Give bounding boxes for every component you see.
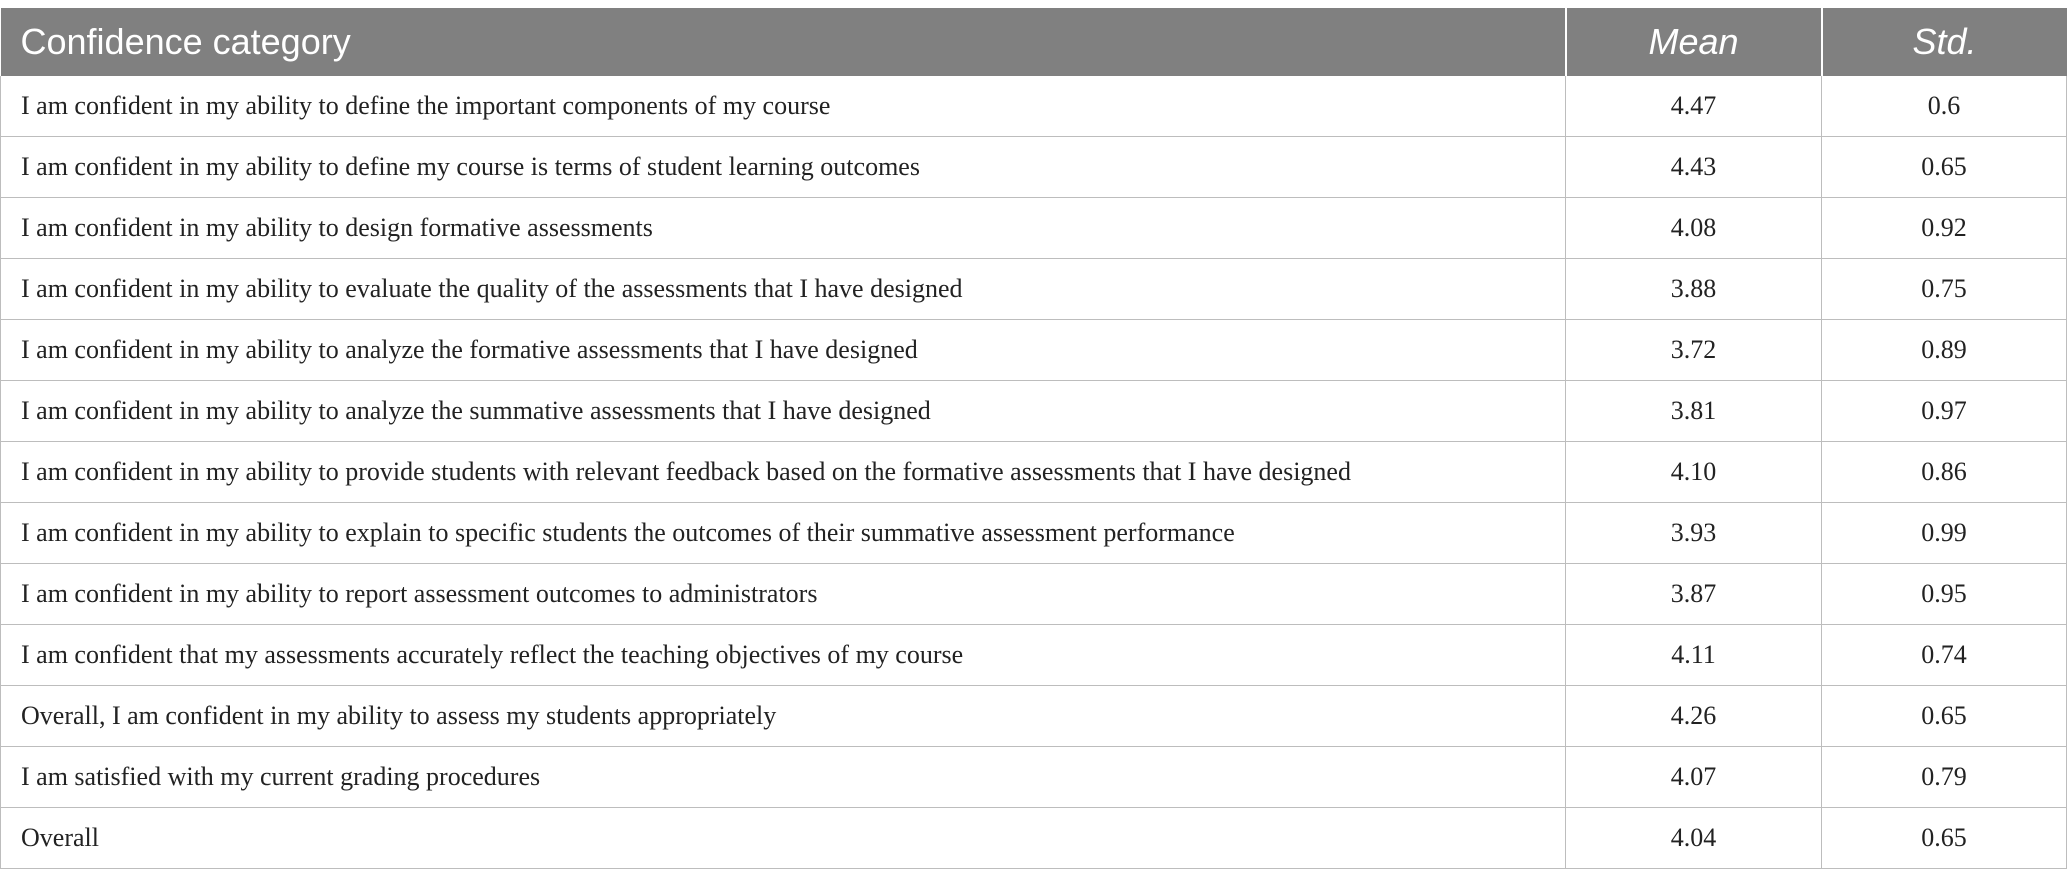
row-mean: 3.72 — [1566, 320, 1822, 381]
header-confidence-category: Confidence category — [1, 8, 1566, 76]
row-label: I am confident in my ability to define the important components of my course — [1, 76, 1566, 137]
table-row — [1, 625, 2067, 686]
table-row — [1, 320, 2067, 381]
row-std: 0.65 — [1822, 137, 2067, 198]
row-std: 0.65 — [1822, 686, 2067, 747]
row-std: 0.92 — [1822, 198, 2067, 259]
table-row — [1, 747, 2067, 808]
row-mean: 4.10 — [1566, 442, 1822, 503]
header-mean: Mean — [1566, 8, 1822, 76]
row-label: I am confident in my ability to evaluate the quality of the assessments that I have designed — [1, 259, 1566, 320]
row-label: I am confident in my ability to design formative assessments — [1, 198, 1566, 259]
row-std: 0.65 — [1822, 808, 2067, 869]
table-row — [1, 564, 2067, 625]
row-label: I am confident in my ability to provide students with relevant feedback based on the formative assessments that I have designed — [1, 442, 1566, 503]
row-std: 0.99 — [1822, 503, 2067, 564]
row-mean: 4.11 — [1566, 625, 1822, 686]
row-std: 0.89 — [1822, 320, 2067, 381]
row-mean: 3.81 — [1566, 381, 1822, 442]
row-mean: 4.26 — [1566, 686, 1822, 747]
row-label: I am confident that my assessments accurately reflect the teaching objectives of my course — [1, 625, 1566, 686]
confidence-table-container — [0, 8, 2066, 869]
table-row — [1, 686, 2067, 747]
row-std: 0.74 — [1822, 625, 2067, 686]
row-mean: 3.87 — [1566, 564, 1822, 625]
table-row-overall — [1, 808, 2067, 869]
table-row — [1, 76, 2067, 137]
table-header — [1, 8, 2067, 76]
row-label: I am confident in my ability to explain to specific students the outcomes of their summative assessment performance — [1, 503, 1566, 564]
row-mean: 4.47 — [1566, 76, 1822, 137]
row-mean: 4.07 — [1566, 747, 1822, 808]
row-label: I am satisfied with my current grading procedures — [1, 747, 1566, 808]
row-label: Overall — [1, 808, 1566, 869]
row-mean: 3.93 — [1566, 503, 1822, 564]
row-std: 0.95 — [1822, 564, 2067, 625]
row-label: I am confident in my ability to analyze the summative assessments that I have designed — [1, 381, 1566, 442]
table-row — [1, 259, 2067, 320]
row-mean: 4.43 — [1566, 137, 1822, 198]
row-std: 0.86 — [1822, 442, 2067, 503]
row-mean: 4.08 — [1566, 198, 1822, 259]
row-mean: 3.88 — [1566, 259, 1822, 320]
table-body — [1, 76, 2067, 869]
row-mean: 4.04 — [1566, 808, 1822, 869]
row-label: I am confident in my ability to define my course is terms of student learning outcomes — [1, 137, 1566, 198]
row-std: 0.97 — [1822, 381, 2067, 442]
table-row — [1, 381, 2067, 442]
row-label: Overall, I am confident in my ability to assess my students appropriately — [1, 686, 1566, 747]
table-row — [1, 503, 2067, 564]
table-row — [1, 198, 2067, 259]
row-std: 0.79 — [1822, 747, 2067, 808]
confidence-table — [0, 8, 2067, 869]
row-std: 0.6 — [1822, 76, 2067, 137]
table-row — [1, 137, 2067, 198]
row-label: I am confident in my ability to analyze the formative assessments that I have designed — [1, 320, 1566, 381]
row-label: I am confident in my ability to report assessment outcomes to administrators — [1, 564, 1566, 625]
table-row — [1, 442, 2067, 503]
header-std: Std. — [1822, 8, 2067, 76]
header-row — [1, 8, 2067, 76]
row-std: 0.75 — [1822, 259, 2067, 320]
